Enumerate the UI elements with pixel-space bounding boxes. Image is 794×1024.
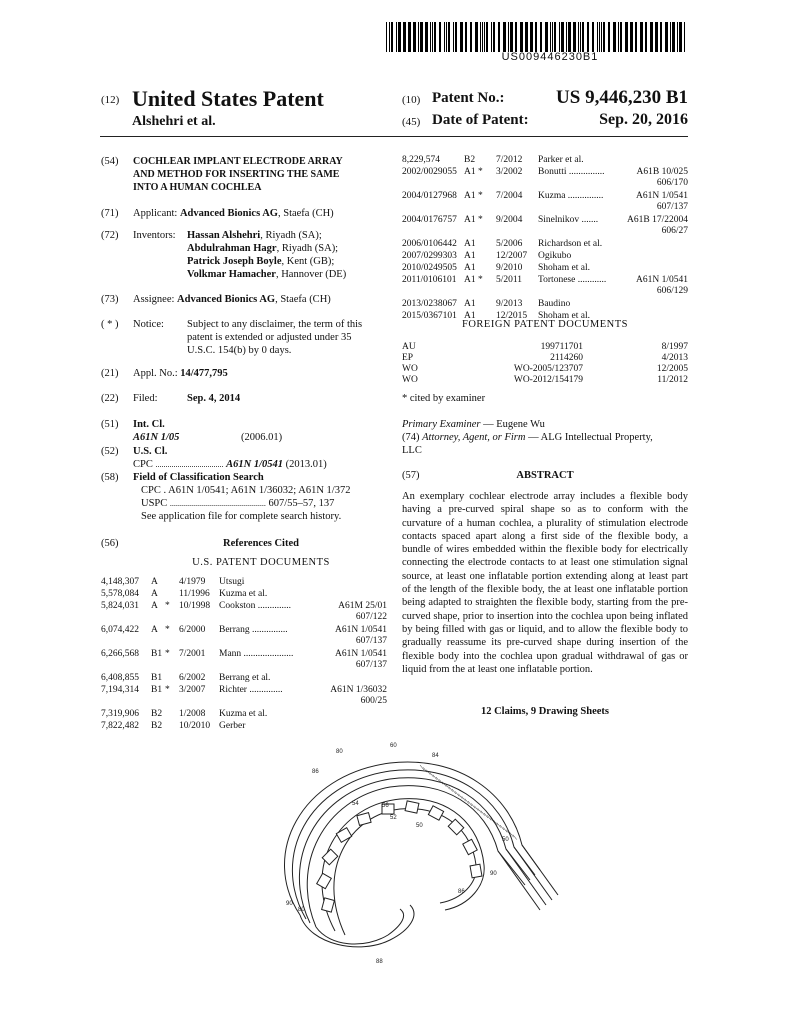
reference-date: 5/2011 bbox=[496, 275, 523, 285]
barcode-bar bbox=[566, 22, 567, 52]
distal-tip-inner bbox=[316, 909, 404, 944]
assignee-name: Advanced Bionics AG bbox=[177, 294, 276, 305]
reference-k: A bbox=[151, 601, 158, 611]
intcl-year: (2006.01) bbox=[241, 432, 283, 443]
reference-name: Sinelnikov ....... bbox=[538, 215, 599, 225]
electrode-contact bbox=[470, 864, 482, 878]
reference-no: 2013/0238067 bbox=[402, 299, 457, 309]
reference-k: A1 bbox=[464, 215, 476, 225]
code-73: (73) bbox=[101, 294, 119, 305]
intcl-label: Int. Cl. bbox=[133, 419, 165, 430]
reference-name: Baudino bbox=[538, 299, 571, 309]
code-21: (21) bbox=[101, 368, 119, 379]
cited-by-examiner: * cited by examiner bbox=[402, 393, 486, 404]
barcode-bar bbox=[408, 22, 411, 52]
title-block bbox=[133, 155, 343, 194]
reference-numeral: 54 bbox=[352, 801, 359, 807]
filed-date: Sep. 4, 2014 bbox=[187, 393, 241, 404]
reference-no: 2015/0367101 bbox=[402, 311, 457, 321]
appl-number: 14/477,795 bbox=[180, 368, 228, 379]
barcode-bar bbox=[684, 22, 685, 52]
barcode-bar bbox=[434, 22, 436, 52]
reference-no: 8,229,574 bbox=[402, 155, 440, 165]
reference-cls: A61B 10/025 bbox=[636, 167, 688, 177]
notice-text: Subject to any disclaimer, the term of this patent is extended or adjusted under 35 U.S.C. 154(b) by 0 days. bbox=[187, 319, 363, 356]
barcode-bar bbox=[503, 22, 506, 52]
title-line: AND METHOD FOR INSERTING THE SAME bbox=[133, 169, 340, 180]
inventors-list bbox=[187, 229, 346, 281]
reference-k: A1 bbox=[464, 263, 476, 273]
barcode-bar bbox=[446, 22, 447, 52]
reference-name: Gerber bbox=[219, 721, 246, 731]
reference-k: B1 bbox=[151, 649, 163, 659]
reference-continuation: 607/137 bbox=[656, 202, 688, 212]
barcode-bar bbox=[444, 22, 445, 52]
reference-date: 3/2002 bbox=[496, 167, 523, 177]
barcode-bar bbox=[587, 22, 589, 52]
applicant bbox=[133, 207, 334, 220]
barcode-bar bbox=[530, 22, 533, 52]
reference-date: 5/2006 bbox=[496, 239, 523, 249]
reference-k: A1 bbox=[464, 311, 476, 321]
reference-cls: A61N 1/0541 bbox=[335, 625, 387, 635]
reference-cls: A61N 1/0541 bbox=[636, 191, 688, 201]
barcode-bar bbox=[599, 22, 600, 52]
reference-date: 3/2007 bbox=[179, 685, 206, 695]
barcode-bar bbox=[491, 22, 492, 52]
reference-no: 6,266,568 bbox=[101, 649, 139, 659]
reference-name: Bonutti ............... bbox=[538, 167, 605, 177]
foreign-date: 12/2005 bbox=[656, 364, 688, 374]
electrode-contact bbox=[428, 806, 443, 820]
reference-date: 9/2010 bbox=[496, 263, 523, 273]
foreign-date: 4/2013 bbox=[661, 353, 688, 363]
foreign-cc: AU bbox=[402, 342, 416, 352]
barcode-bar bbox=[592, 22, 594, 52]
reference-k: A bbox=[151, 577, 158, 587]
barcode-bar bbox=[552, 22, 553, 52]
reference-k: A bbox=[151, 589, 158, 599]
barcode-bar bbox=[578, 22, 579, 52]
reference-numeral: 84 bbox=[432, 753, 439, 759]
barcode-bar bbox=[645, 22, 647, 52]
code-56: (56) bbox=[101, 538, 119, 549]
barcode-bar bbox=[510, 22, 513, 52]
reference-st: * bbox=[165, 625, 170, 635]
electrode-contact bbox=[317, 873, 332, 888]
barcode-bar bbox=[603, 22, 605, 52]
barcode-bar bbox=[460, 22, 463, 52]
notice-label: Notice: bbox=[133, 319, 164, 330]
reference-cls: A61N 1/0541 bbox=[636, 275, 688, 285]
reference-k: B1 bbox=[151, 685, 163, 695]
barcode-bar bbox=[465, 22, 467, 52]
foreign-no: WO-2012/154179 bbox=[513, 375, 583, 385]
lead-wire bbox=[498, 851, 540, 910]
header-code-45: (45) bbox=[402, 116, 421, 128]
applicant-label: Applicant: bbox=[133, 208, 178, 219]
barcode-bar bbox=[670, 22, 671, 52]
reference-name: Kuzma et al. bbox=[219, 709, 268, 719]
reference-name: Tortonese ............ bbox=[538, 275, 607, 285]
reference-name: Parker et al. bbox=[538, 155, 584, 165]
reference-no: 6,074,422 bbox=[101, 625, 139, 635]
reference-name: Kuzma et al. bbox=[219, 589, 268, 599]
barcode-bar bbox=[559, 22, 560, 52]
barcode-bar bbox=[396, 22, 397, 52]
barcode-bar bbox=[618, 22, 619, 52]
barcode-bar bbox=[493, 22, 495, 52]
inventors-label: Inventors: bbox=[133, 230, 176, 241]
reference-numeral: 80 bbox=[336, 749, 343, 755]
cochlear-electrode-drawing bbox=[284, 762, 558, 947]
cpc-line: CPC .................................. A61N 1/0541 (2013.01) bbox=[133, 459, 327, 470]
barcode-bar bbox=[573, 22, 576, 52]
inventor: Patrick Joseph Boyle, Kent (GB); bbox=[187, 256, 335, 267]
reference-no: 5,578,084 bbox=[101, 589, 139, 599]
field-of-search: Field of Classification Search CPC . A61N 1/0541; A61N 1/36032; A61N 1/372 USPC ................................................ 607/55–57, 137 See application file for complete search history. bbox=[133, 472, 351, 522]
reference-k: A1 bbox=[464, 239, 476, 249]
reference-date: 6/2000 bbox=[179, 625, 206, 635]
reference-k: A1 bbox=[464, 191, 476, 201]
flexible-body-inner bbox=[322, 799, 484, 931]
reference-no: 5,824,031 bbox=[101, 601, 139, 611]
code-71: (71) bbox=[101, 208, 119, 219]
reference-date: 7/2004 bbox=[496, 191, 523, 201]
reference-date: 6/2002 bbox=[179, 673, 206, 683]
reference-continuation: 607/137 bbox=[355, 636, 387, 646]
uscl-label: U.S. Cl. bbox=[133, 446, 168, 457]
abstract-text: An exemplary cochlear electrode array includes a flexible body having a pre-curved spiral shape so as to conform with the curvature of a human cochlea, a plurality of stimulation electrode contacts spaced apart along a first side of the flexible body, a bundle of wires embedded within the flexible body for electrically connecting the electrode contacts to at least one stimulation signal source, at least one inflatable portion extending along at least part of the length of the flexible body, the at least one inflatable portion being adapted to straighten the flexible body, starting from the pre-curved shape, prior to insertion into the cochlea upon being inflated by being filled with gas or liquid, and to allow the flexible body to gradually reassume its pre-curved shape during insertion of the flexible body into the cochlea upon gradual withdrawal of gas or liquid from the at least one inflatable portion. bbox=[402, 491, 688, 675]
barcode-bar bbox=[432, 22, 433, 52]
foreign-cc: WO bbox=[402, 375, 418, 385]
applicant-name: Advanced Bionics AG bbox=[179, 208, 278, 219]
cpc-code: A61N 1/0541 bbox=[226, 459, 283, 470]
reference-numeral: 80 bbox=[298, 907, 305, 913]
reference-name: Richardson et al. bbox=[538, 239, 603, 249]
foreign-date: 8/1997 bbox=[661, 342, 688, 352]
lead-wire bbox=[522, 845, 558, 895]
reference-k: A1 bbox=[464, 299, 476, 309]
barcode-bar bbox=[545, 22, 548, 52]
claims-summary: 12 Claims, 9 Drawing Sheets bbox=[480, 706, 610, 717]
barcode-bar bbox=[677, 22, 678, 52]
inventors-short: Alshehri et al. bbox=[132, 114, 216, 129]
foreign-no: 199711701 bbox=[540, 342, 583, 352]
patent-title: United States Patent bbox=[132, 86, 324, 111]
header-rule bbox=[100, 136, 688, 137]
reference-continuation: 606/170 bbox=[656, 178, 688, 188]
barcode-bar bbox=[391, 22, 393, 52]
assignee-location: , Staefa (CH) bbox=[275, 294, 331, 305]
electrode-contact bbox=[357, 813, 371, 826]
reference-no: 2002/0029055 bbox=[402, 167, 457, 177]
reference-cls: A61N 1/36032 bbox=[330, 685, 387, 695]
reference-k: A bbox=[151, 625, 158, 635]
barcode-bar bbox=[475, 22, 478, 52]
barcode-bar bbox=[540, 22, 542, 52]
barcode-bar bbox=[601, 22, 602, 52]
reference-k: B2 bbox=[151, 709, 163, 719]
reference-continuation: 606/129 bbox=[656, 286, 688, 296]
references-cited-title: References Cited bbox=[223, 538, 299, 549]
barcode-bar bbox=[448, 22, 450, 52]
reference-st: * bbox=[478, 167, 483, 177]
abstract-title: ABSTRACT bbox=[516, 470, 574, 481]
reference-k: B1 bbox=[151, 673, 163, 683]
reference-st: * bbox=[478, 215, 483, 225]
inventor: Abdulrahman Hagr, Riyadh (SA); bbox=[187, 243, 339, 254]
barcode-bar bbox=[484, 22, 485, 52]
reference-name: Berrang ............... bbox=[219, 625, 288, 635]
barcode-bar bbox=[525, 22, 528, 52]
reference-k: B2 bbox=[151, 721, 163, 731]
primary-examiner: Primary Examiner — Eugene Wu bbox=[402, 419, 545, 430]
barcode-bar bbox=[597, 22, 598, 52]
reference-numeral: 88 bbox=[376, 959, 383, 965]
barcode-bar bbox=[413, 22, 416, 52]
foreign-cc: WO bbox=[402, 364, 418, 374]
reference-k: A1 bbox=[464, 251, 476, 261]
barcode-bar bbox=[679, 22, 682, 52]
reference-name: Kuzma ............... bbox=[538, 191, 604, 201]
barcode-number: US009446230B1 bbox=[501, 51, 599, 63]
reference-numeral: 86 bbox=[312, 769, 319, 775]
assignee bbox=[133, 293, 331, 306]
barcode-bar bbox=[568, 22, 571, 52]
date-of-patent-label: Date of Patent: bbox=[432, 112, 529, 128]
us-patent-documents-title: U.S. PATENT DOCUMENTS bbox=[192, 557, 330, 568]
reference-name: Shoham et al. bbox=[538, 263, 590, 273]
barcode-bar bbox=[640, 22, 643, 52]
reference-k: A1 bbox=[464, 275, 476, 285]
attorney: (74) Attorney, Agent, or Firm — ALG Intellectual Property, bbox=[402, 432, 653, 443]
foreign-documents-title: FOREIGN PATENT DOCUMENTS bbox=[461, 319, 629, 330]
header-code-12: (12) bbox=[101, 94, 120, 106]
reference-numeral: 56 bbox=[382, 803, 389, 809]
electrode-contact bbox=[463, 839, 477, 854]
distal-tip-outer bbox=[300, 905, 414, 947]
reference-date: 9/2013 bbox=[496, 299, 523, 309]
barcode-bar bbox=[655, 22, 658, 52]
reference-numeral: 86 bbox=[458, 889, 465, 895]
barcode-bar bbox=[620, 22, 622, 52]
foreign-no: WO-2005/123707 bbox=[513, 364, 583, 374]
barcode-bar bbox=[430, 22, 431, 52]
patent-number: US 9,446,230 B1 bbox=[556, 87, 688, 108]
barcode-bar bbox=[660, 22, 662, 52]
reference-st: * bbox=[478, 191, 483, 201]
reference-no: 2004/0127968 bbox=[402, 191, 457, 201]
outer-sheath-inner-edge bbox=[292, 770, 535, 919]
barcode-bar bbox=[389, 22, 390, 52]
barcode-bar bbox=[403, 22, 406, 52]
barcode-bar bbox=[508, 22, 509, 52]
reference-date: 11/1996 bbox=[179, 589, 210, 599]
barcode-bar bbox=[470, 22, 472, 52]
reference-name: Berrang et al. bbox=[219, 673, 271, 683]
foreign-date: 11/2012 bbox=[657, 375, 688, 385]
foreign-cc: EP bbox=[402, 353, 414, 363]
reference-st: * bbox=[165, 601, 170, 611]
code-51: (51) bbox=[101, 419, 119, 430]
reference-date: 9/2004 bbox=[496, 215, 523, 225]
intcl-code: A61N 1/05 bbox=[133, 432, 180, 443]
barcode-bar bbox=[650, 22, 653, 52]
reference-name: Ogikubo bbox=[538, 251, 572, 261]
barcode-bar bbox=[535, 22, 537, 52]
barcode-bar bbox=[480, 22, 481, 52]
reference-continuation: 607/137 bbox=[355, 660, 387, 670]
inventor: Volkmar Hamacher, Hannover (DE) bbox=[187, 269, 347, 280]
reference-continuation: 600/25 bbox=[360, 696, 387, 706]
barcode-bar bbox=[515, 22, 517, 52]
reference-numeral: 50 bbox=[502, 837, 509, 843]
barcode-bar bbox=[672, 22, 675, 52]
barcode-bar bbox=[554, 22, 556, 52]
header-code-10: (10) bbox=[402, 94, 421, 106]
reference-date: 10/1998 bbox=[179, 601, 211, 611]
reference-no: 2004/0176757 bbox=[402, 215, 457, 225]
reference-st: * bbox=[165, 685, 170, 695]
inventor: Hassan Alshehri, Riyadh (SA); bbox=[187, 230, 322, 241]
reference-name: Utsugi bbox=[219, 577, 245, 587]
reference-no: 7,194,314 bbox=[101, 685, 139, 695]
barcode-bar bbox=[439, 22, 441, 52]
barcode-bar bbox=[561, 22, 564, 52]
reference-name: Richter .............. bbox=[219, 685, 283, 695]
reference-numeral: 52 bbox=[390, 815, 397, 821]
reference-continuation: 606/27 bbox=[661, 226, 688, 236]
assignee-label: Assignee: bbox=[133, 294, 175, 305]
reference-date: 4/1979 bbox=[179, 577, 206, 587]
reference-no: 7,319,906 bbox=[101, 709, 139, 719]
attorney-line-2: LLC bbox=[402, 445, 422, 456]
code-72: (72) bbox=[101, 230, 119, 241]
reference-name: Cookston .............. bbox=[219, 601, 292, 611]
reference-name: Shoham et al. bbox=[538, 311, 590, 321]
reference-st: * bbox=[165, 649, 170, 659]
appl-no: Appl. No.: 14/477,795 bbox=[133, 368, 228, 379]
reference-no: 7,822,482 bbox=[101, 721, 139, 731]
reference-k: A1 bbox=[464, 167, 476, 177]
barcode-bar bbox=[398, 22, 401, 52]
barcode-bar bbox=[520, 22, 523, 52]
barcode-bar bbox=[418, 22, 419, 52]
barcode-bar bbox=[665, 22, 668, 52]
reference-no: 2010/0249505 bbox=[402, 263, 457, 273]
barcode-bar bbox=[455, 22, 457, 52]
barcode-bar bbox=[453, 22, 454, 52]
reference-numeral: 90 bbox=[490, 871, 497, 877]
barcode-bar bbox=[550, 22, 551, 52]
code-58: (58) bbox=[101, 472, 119, 483]
barcode-bar bbox=[635, 22, 637, 52]
foreign-no: 2114260 bbox=[550, 353, 583, 363]
reference-cls: A61M 25/01 bbox=[338, 601, 387, 611]
reference-cls: A61N 1/0541 bbox=[335, 649, 387, 659]
code-54: (54) bbox=[101, 156, 119, 167]
barcode-bar bbox=[582, 22, 584, 52]
barcode-bar bbox=[420, 22, 423, 52]
patent-no-label: Patent No.: bbox=[432, 90, 505, 106]
reference-numeral: 90 bbox=[286, 901, 293, 907]
barcode-bar bbox=[486, 22, 488, 52]
electrode-contact bbox=[336, 828, 351, 843]
reference-date: 12/2007 bbox=[496, 251, 528, 261]
reference-date: 7/2001 bbox=[179, 649, 206, 659]
reference-continuation: 607/122 bbox=[355, 612, 387, 622]
barcode-bar bbox=[608, 22, 610, 52]
applicant-location: , Staefa (CH) bbox=[277, 208, 334, 219]
reference-no: 2011/0106101 bbox=[402, 275, 457, 285]
lead-wire bbox=[506, 849, 546, 905]
date-of-patent: Sep. 20, 2016 bbox=[599, 111, 688, 128]
electrode-contact bbox=[405, 801, 419, 813]
barcode-bar bbox=[498, 22, 500, 52]
lead-wire bbox=[514, 847, 552, 900]
reference-date: 10/2010 bbox=[179, 721, 211, 731]
code-57: (57) bbox=[402, 470, 420, 481]
electrode-array-figure bbox=[240, 735, 560, 970]
reference-no: 4,148,307 bbox=[101, 577, 139, 587]
reference-date: 7/2012 bbox=[496, 155, 523, 165]
code-22: (22) bbox=[101, 393, 119, 404]
barcode-bar bbox=[613, 22, 616, 52]
electrode-contact bbox=[448, 819, 464, 835]
barcode-bar bbox=[482, 22, 483, 52]
reference-date: 1/2008 bbox=[179, 709, 206, 719]
reference-cls: A61B 17/22004 bbox=[627, 215, 688, 225]
filed-label: Filed: bbox=[133, 393, 158, 404]
reference-numeral: 50 bbox=[416, 823, 423, 829]
barcode-bar bbox=[625, 22, 628, 52]
barcode-bar bbox=[425, 22, 428, 52]
reference-no: 2007/0299303 bbox=[402, 251, 457, 261]
reference-name: Mann ..................... bbox=[219, 649, 294, 659]
barcode-graphic bbox=[386, 22, 686, 52]
reference-no: 2006/0106442 bbox=[402, 239, 457, 249]
code-52: (52) bbox=[101, 446, 119, 457]
title-line: INTO A HUMAN COCHLEA bbox=[133, 182, 262, 193]
barcode-bar bbox=[580, 22, 581, 52]
reference-st: * bbox=[478, 275, 483, 285]
code-notice: ( * ) bbox=[101, 319, 119, 330]
barcode-bar bbox=[386, 22, 387, 52]
reference-date: 12/2015 bbox=[496, 311, 528, 321]
reference-no: 6,408,855 bbox=[101, 673, 139, 683]
reference-numeral: 60 bbox=[390, 743, 397, 749]
title-line: COCHLEAR IMPLANT ELECTRODE ARRAY bbox=[133, 156, 343, 167]
barcode-bar bbox=[630, 22, 633, 52]
reference-k: B2 bbox=[464, 155, 476, 165]
